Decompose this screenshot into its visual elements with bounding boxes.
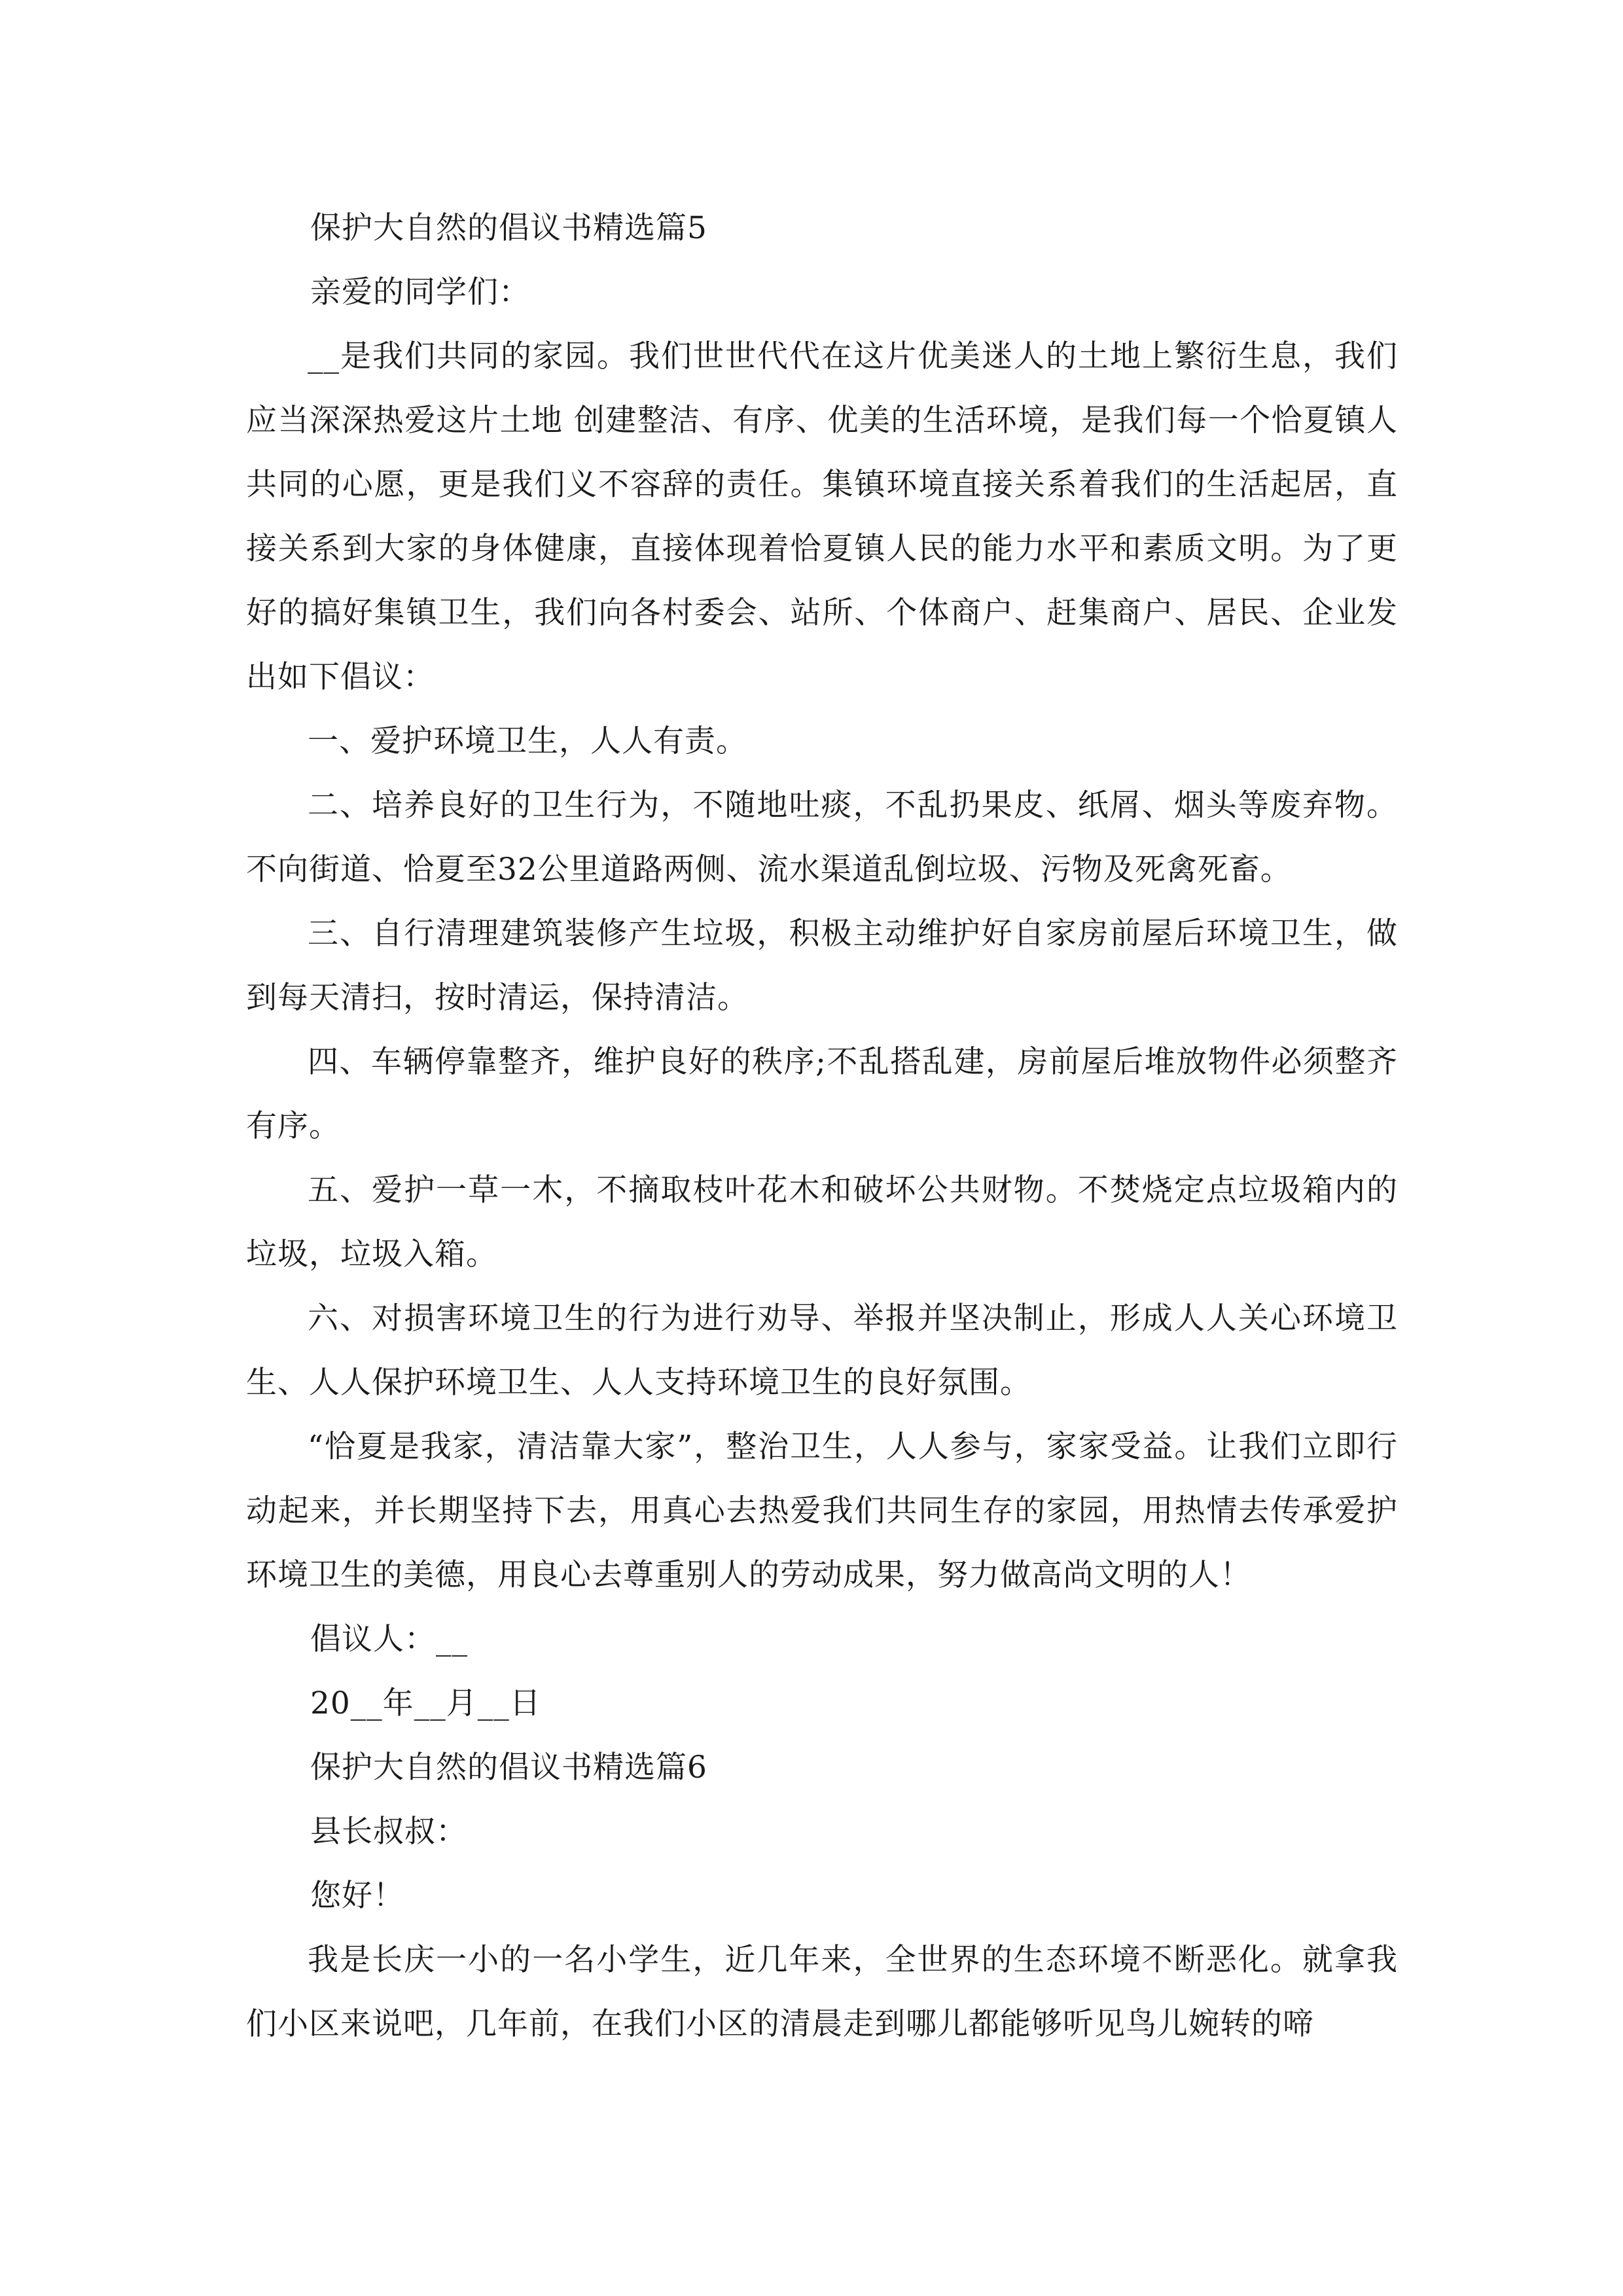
proposal-item-4: 四、车辆停靠整齐，维护良好的秩序;不乱搭乱建，房前屋后堆放物件必须整齐有序。: [246, 1044, 1398, 1144]
proposal-item-1: 一、爱护环境卫生，人人有责。: [308, 723, 747, 759]
proposal-item-6: 六、对损害环境卫生的行为进行劝导、举报并坚决制止，形成人人关心环境卫生、人人保护环境卫生、人人支持环境卫生的良好氛围。: [246, 1300, 1398, 1401]
body-paragraph-closing: “恰夏是我家，清洁靠大家”，整治卫生，人人参与，家家受益。让我们立即行动起来，并长期坚持下去，用真心去热爱我们共同生存的家园，用热情去传承爱护环境卫生的美德，用良心去尊重别人的劳动成果，努力做高尚文明的人！: [246, 1429, 1398, 1593]
date-line: 20__年__月__日: [310, 1685, 541, 1721]
body-paragraph-intro: __是我们共同的家园。我们世世代代在这片优美迷人的土地上繁衍生息，我们应当深深热爱这片土地 创建整洁、有序、优美的生活环境，是我们每一个恰夏镇人共同的心愿，更是我们义不容辞的责任。集镇环境直接关系着我们的生活起居，直接关系到大家的身体健康，直接体现着恰夏镇人民的能力水平和素质文明。为了更好的搞好集镇卫生，我们向各村委会、站所、个体商户、赶集商户、居民、企业发出如下倡议：: [246, 338, 1398, 695]
section-title-5: 保护大自然的倡议书精选篇5: [310, 210, 707, 246]
greeting: 您好！: [310, 1878, 404, 1914]
document-body: [246, 196, 1398, 2056]
section-title-6: 保护大自然的倡议书精选篇6: [310, 1749, 707, 1785]
proposal-item-3: 三、自行清理建筑装修产生垃圾，积极主动维护好自家房前屋后环境卫生，做到每天清扫，按时清运，保持清洁。: [246, 916, 1398, 1016]
proposer-line: 倡议人：__: [310, 1621, 468, 1657]
body-paragraph-letter: 我是长庆一小的一名小学生，近几年来，全世界的生态环境不断恶化。就拿我们小区来说吧，几年前，在我们小区的清晨走到哪儿都能够听见鸟儿婉转的啼: [246, 1942, 1398, 2042]
salutation-county-head: 县长叔叔：: [310, 1814, 467, 1850]
proposal-item-2: 二、培养良好的卫生行为，不随地吐痰，不乱扔果皮、纸屑、烟头等废弃物。不向街道、恰夏至32公里道路两侧、流水渠道乱倒垃圾、污物及死禽死畜。: [246, 787, 1398, 888]
proposal-item-5: 五、爱护一草一木，不摘取枝叶花木和破坏公共财物。不焚烧定点垃圾箱内的垃圾，垃圾入箱。: [246, 1172, 1398, 1272]
salutation-classmates: 亲爱的同学们：: [310, 274, 530, 310]
